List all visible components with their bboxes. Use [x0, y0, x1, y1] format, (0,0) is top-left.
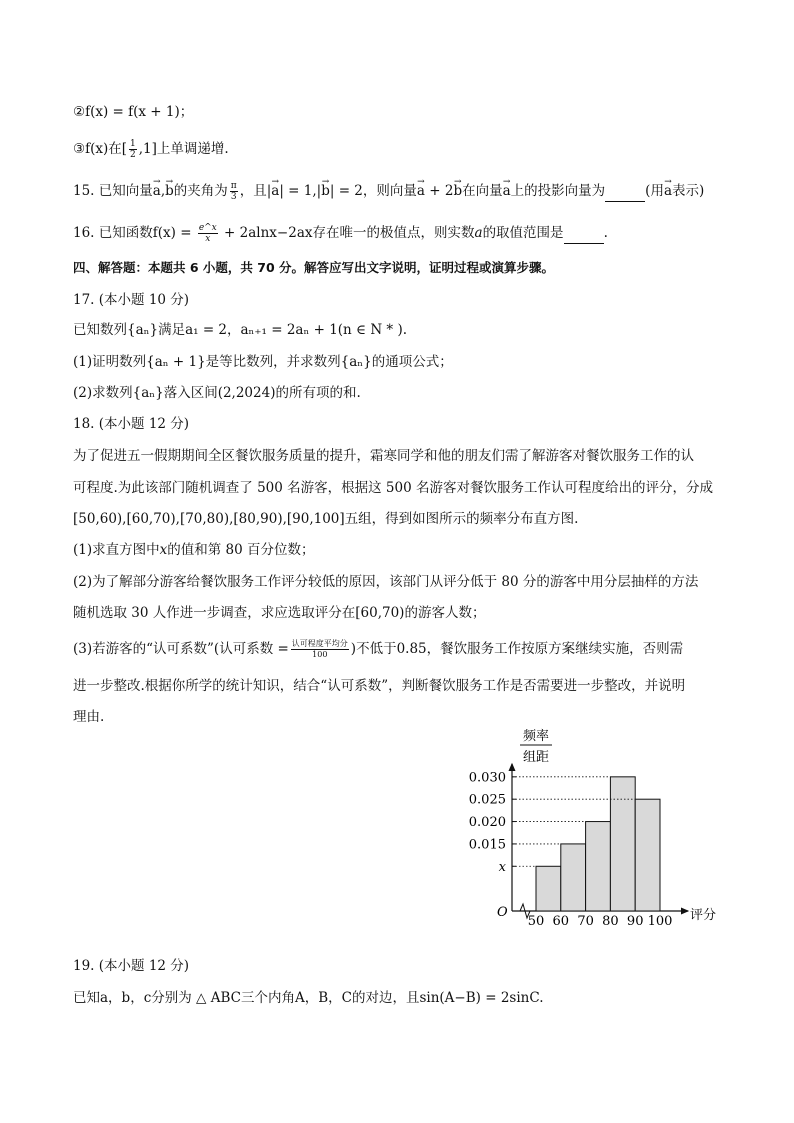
- fraction-numerator: e^x: [198, 223, 217, 233]
- vector-b: → b: [165, 181, 174, 201]
- vector-b: → b: [453, 181, 462, 201]
- fraction-denominator: 3: [230, 192, 237, 202]
- q15-angle-fraction: [230, 181, 238, 202]
- histogram-bar: [536, 866, 561, 911]
- y-tick-label: x: [498, 859, 506, 875]
- histogram-bar: [586, 822, 611, 911]
- y-tick-label: 0.030: [468, 770, 506, 786]
- section-4-heading: 四、解答题：本题共 6 小题，共 70 分。解答应写出文字说明，证明过程或演算步骤。: [73, 260, 555, 275]
- q16-post: 的取值范围是: [482, 225, 564, 241]
- q15-mid5: 在向量: [462, 183, 503, 199]
- q16-pre: 16. 已知函数f(x) =: [73, 225, 196, 241]
- q14-item-3-pre: ③f(x)在[: [73, 141, 128, 157]
- vector-a: → a: [503, 181, 511, 201]
- vector-a: → a: [153, 181, 161, 201]
- q19-stem: 已知a，b，c分别为 △ ABC三个内角A，B，C的对边，且sin(A−B) = 2sinC.: [73, 990, 544, 1006]
- q15-post-pre: (用: [645, 183, 664, 199]
- histogram-bar: [610, 777, 635, 911]
- q15-expr-mid: + 2: [424, 183, 454, 199]
- q18-part-1-post: 的值和第 80 百分位数；: [167, 542, 315, 558]
- q14-item-3-fraction: [129, 139, 137, 160]
- x-tick-label: 70: [577, 914, 594, 927]
- q18-part-3-line-2: 进一步整改.根据你所学的统计知识，结合“认可系数”，判断餐饮服务工作是否需要进一步整改，并说明: [73, 678, 686, 694]
- question-16: [73, 223, 608, 244]
- q15-pre: 15. 已知向量: [73, 183, 153, 199]
- q18-stem-line-3: [50,60),[60,70),[70,80),[80,90),[90,100]五组，得到如图所示的频率分布直方图.: [73, 511, 579, 527]
- q19-header: 19. (本小题 12 分): [73, 958, 190, 974]
- q18-part-3-line-1: [73, 639, 683, 660]
- q17-part-2: (2)求数列{aₙ}落入区间(2,2024)的所有项的和.: [73, 385, 361, 401]
- origin-label: O: [497, 905, 508, 920]
- fraction-denominator: 100: [312, 650, 328, 659]
- q16-var-a: a: [474, 225, 483, 241]
- x-axis-label: 评分: [690, 908, 717, 923]
- q16-mid: + 2alnx−2ax存在唯一的极值点，则实数: [219, 225, 475, 241]
- q18-part-2-line-1: (2)为了解部分游客给餐饮服务工作评分较低的原因，该部门从评分低于 80 分的游客中用分层抽样的方法: [73, 574, 699, 590]
- vector-a: → a: [417, 181, 425, 201]
- q15-mid4: | = 2，则向量: [329, 183, 417, 199]
- vector-a: → a: [271, 181, 279, 201]
- q18-stem-line-1: 为了促进五一假期期间全区餐饮服务质量的提升，霜寒同学和他的朋友们需了解游客对餐饮服务工作的认: [73, 448, 694, 464]
- q16-fraction: [198, 223, 218, 244]
- fraction-numerator: π: [230, 181, 237, 191]
- q16-end: .: [603, 225, 608, 241]
- q18-part-3-line-3: 理由.: [73, 709, 105, 725]
- q18-part-1: [73, 540, 315, 560]
- q14-item-2: ②f(x) = f(x + 1)；: [73, 104, 194, 120]
- y-tick-label: 0.015: [468, 837, 506, 853]
- y-tick-label: 0.025: [468, 792, 506, 808]
- q18-part-2-line-2: 随机选取 30 人作进一步调查，求应选取评分在[60,70)的游客人数；: [73, 605, 486, 621]
- q15-mid6: 上的投影向量为: [510, 183, 606, 199]
- question-15: [73, 181, 704, 202]
- answer-blank: [564, 229, 604, 244]
- x-tick-label: 60: [552, 914, 570, 927]
- q18-part-3-fraction: [291, 639, 349, 660]
- histogram-bar: [635, 799, 660, 911]
- q17-stem: 已知数列{aₙ}满足a₁ = 2，aₙ₊₁ = 2aₙ + 1(n ∈ N * ).: [73, 322, 408, 338]
- y-axis-label-denominator: 组距: [522, 750, 550, 765]
- q18-part-1-pre: (1)求直方图中: [73, 542, 160, 558]
- y-tick-label: 0.020: [468, 815, 506, 831]
- q15-mid2: ，且|: [239, 183, 272, 199]
- x-tick-label: 50: [527, 914, 545, 927]
- vector-a: → a: [664, 181, 672, 201]
- q18-stem-line-2: 可程度.为此该部门随机调查了 500 名游客，根据这 500 名游客对餐饮服务工作认可程度给出的评分，分成: [73, 480, 713, 496]
- y-axis-label-numerator: 频率: [522, 729, 550, 744]
- q17-part-1: (1)证明数列{aₙ + 1}是等比数列，并求数列{aₙ}的通项公式；: [73, 354, 453, 370]
- x-tick-label: 100: [647, 914, 673, 927]
- q18-part-3-pre: (3)若游客的“认可系数”(认可系数 =: [73, 641, 289, 657]
- fraction-denominator: x: [205, 234, 211, 244]
- histogram-bar: [561, 844, 586, 911]
- q14-item-3: [73, 139, 229, 160]
- q18-part-3-post: )不低于0.85，餐饮服务工作按原方案继续实施，否则需: [350, 641, 684, 657]
- fraction-numerator: 认可程度平均分: [291, 639, 348, 648]
- vector-b: → b: [321, 181, 330, 201]
- x-tick-label: 80: [602, 914, 619, 927]
- q15-post-post: 表示): [672, 183, 705, 199]
- q15-comma: ,: [160, 183, 166, 199]
- answer-blank: [605, 187, 645, 202]
- q15-mid1: 的夹角为: [173, 183, 228, 199]
- x-tick-label: 90: [626, 914, 644, 927]
- q15-mid3: | = 1,|: [279, 183, 322, 199]
- q18-header: 18. (本小题 12 分): [73, 416, 190, 432]
- fraction-denominator: 2: [130, 150, 136, 160]
- q18-part-1-var: x: [159, 542, 168, 558]
- q17-header: 17. (本小题 10 分): [73, 292, 190, 308]
- fraction-numerator: 1: [130, 139, 136, 149]
- frequency-histogram: [460, 722, 730, 927]
- q14-item-3-post: ,1]上单调递增.: [138, 141, 229, 157]
